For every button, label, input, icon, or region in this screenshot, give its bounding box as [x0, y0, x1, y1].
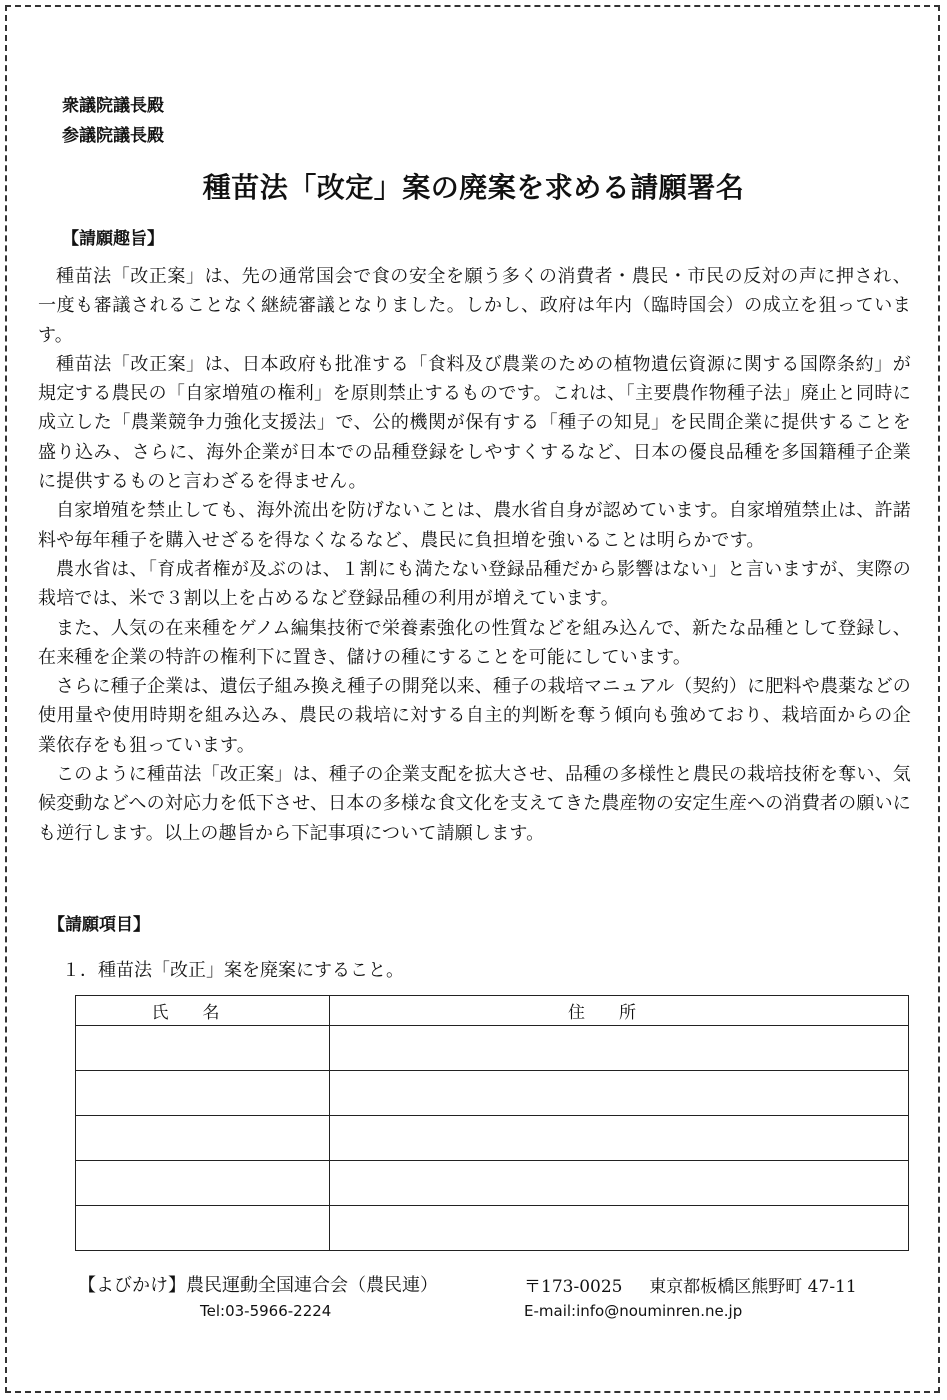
paragraph: 種苗法「改正案」は、先の通常国会で食の安全を願う多くの消費者・農民・市民の反対の声に押され、一度も審議されることなく継続審議となりました。しかし、政府は年内（臨時国会）の成立を狙っています。: [38, 266, 911, 346]
footer-organizer: [78, 1271, 438, 1297]
address-cell[interactable]: [330, 1206, 909, 1251]
table-row: [76, 1206, 909, 1251]
petition-item: １．種苗法「改正」案を廃案にすること。: [62, 960, 404, 981]
address-cell[interactable]: [330, 1116, 909, 1161]
table-row: [76, 1116, 909, 1161]
footer-address: [524, 1272, 857, 1297]
email-address: E-mail:info@nouminren.ne.jp: [524, 1302, 743, 1320]
name-cell[interactable]: [76, 1116, 330, 1161]
paragraph: 自家増殖を禁止しても、海外流出を防げないことは、農水省自身が認めています。自家増殖禁止は、許諾料や毎年種子を購入せざるを得なくなるなど、農民に負担増を強いることは明らかです。: [38, 500, 911, 551]
name-cell[interactable]: [76, 1071, 330, 1116]
paragraph: 種苗法「改正案」は、日本政府も批准する「食料及び農業のための植物遺伝資源に関する国際条約」が規定する農民の「自家増殖の権利」を原則禁止するものです。これは、「主要農作物種子法」廃止と同時に成立した「農業競争力強化支援法」で、公的機関が保有する「種子の知見」を民間企業に提供することを盛り込み、さらに、海外企業が日本での品種登録をしやすくするなど、日本の優良品種を多国籍種子企業に提供するものと言わざるを得ません。: [38, 353, 911, 493]
table-row: [76, 1161, 909, 1206]
paragraph: さらに種子企業は、遺伝子組み換え種子の開発以来、種子の栽培マニュアル（契約）に肥料や農薬などの使用量や使用時期を組み込み、農民の栽培に対する自主的判断を奪う傾向も強めており、栽培面からの企業依存をも狙っています。: [38, 676, 911, 756]
document-title: 種苗法「改定」案の廃案を求める請願署名: [202, 171, 745, 204]
caller-label: 【よびかけ】: [78, 1275, 186, 1296]
name-cell[interactable]: [76, 1161, 330, 1206]
table-row: [76, 1026, 909, 1071]
paragraph: このように種苗法「改正案」は、種子の企業支配を拡大させ、品種の多様性と農民の栽培技術を奪い、気候変動などへの対応力を低下させ、日本の多様な食文化を支えてきた農産物の安定生産への消費者の願いにも逆行します。以上の趣旨から下記事項について請願します。: [38, 764, 911, 844]
postal-code: 〒173-0025: [524, 1277, 623, 1297]
address-cell[interactable]: [330, 1026, 909, 1071]
petition-purpose-body: [38, 262, 911, 848]
purpose-heading: 【請願趣旨】: [62, 229, 164, 249]
address-column-header: 住所: [330, 996, 909, 1026]
address-cell[interactable]: [330, 1161, 909, 1206]
phone-number: Tel:03-5966-2224: [200, 1302, 332, 1320]
organization-name: 農民運動全国連合会（農民連）: [186, 1275, 438, 1296]
address-cell[interactable]: [330, 1071, 909, 1116]
table-row: [76, 1071, 909, 1116]
signature-table-header: [76, 996, 909, 1026]
addressee-house-of-representatives: 衆議院議長殿: [62, 96, 164, 116]
signature-table: [75, 995, 909, 1251]
paragraph: また、人気の在来種をゲノム編集技術で栄養素強化の性質などを組み込んで、新たな品種として登録し、在来種を企業の特許の権利下に置き、儲けの種にすることを可能にしています。: [38, 617, 911, 668]
items-heading: 【請願項目】: [48, 915, 150, 935]
name-column-header: 氏名: [76, 996, 330, 1026]
street-address: 東京都板橋区熊野町 47-11: [649, 1277, 857, 1297]
addressee-house-of-councillors: 参議院議長殿: [62, 126, 164, 146]
paragraph: 農水省は、「育成者権が及ぶのは、１割にも満たない登録品種だから影響はない」と言いますが、実際の栽培では、米で３割以上を占めるなど登録品種の利用が増えています。: [38, 558, 911, 610]
name-cell[interactable]: [76, 1206, 330, 1251]
name-cell[interactable]: [76, 1026, 330, 1071]
